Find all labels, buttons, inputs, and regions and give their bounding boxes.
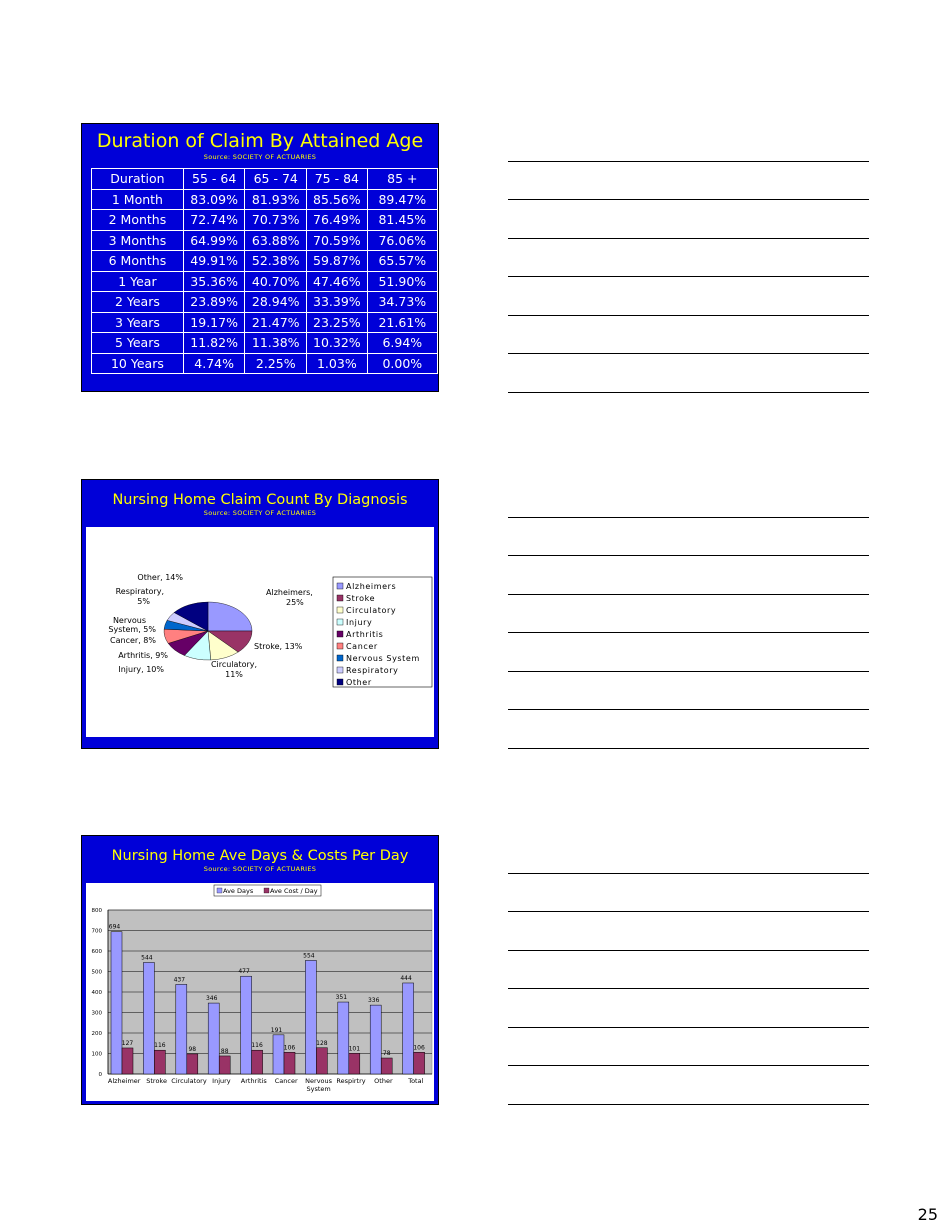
note-line [508, 709, 869, 710]
table-cell: 11.82% [183, 333, 245, 354]
y-tick-label: 100 [91, 1051, 102, 1058]
x-tick-label: Respirtry [336, 1077, 366, 1085]
y-tick-label: 200 [91, 1031, 102, 1037]
bar-legend [214, 885, 321, 896]
bar-data-label: 346 [205, 995, 218, 1003]
legend-entry: Circulatory [346, 606, 397, 615]
legend-entry: Nervous System [346, 654, 420, 663]
bar-chart [86, 883, 436, 1103]
table-cell: 49.91% [183, 251, 245, 272]
table-cell: 3 Months [92, 230, 184, 251]
note-line [508, 1027, 869, 1028]
y-tick-label: 300 [91, 1010, 102, 1017]
pie-legend [333, 577, 432, 687]
bar-ave-days [273, 1035, 284, 1074]
note-line [508, 276, 869, 277]
table-cell: 6.94% [367, 333, 437, 354]
legend-swatch [337, 643, 343, 649]
bar-data-label: 128 [316, 1039, 328, 1047]
table-cell: 89.47% [367, 189, 437, 210]
table-cell: 51.90% [367, 271, 437, 292]
pie-slice-label: Stroke, 13% [254, 642, 303, 651]
slide-source: Source: SOCIETY OF ACTUARIES [203, 153, 317, 161]
legend-swatch [337, 631, 343, 637]
legend-swatch [337, 619, 343, 625]
table-cell: 81.93% [245, 189, 307, 210]
legend-entry: Stroke [346, 594, 376, 603]
table-cell: 2.25% [245, 353, 307, 374]
x-tick-label: Stroke [146, 1077, 167, 1085]
note-line [508, 315, 869, 316]
note-line [508, 238, 869, 239]
x-tick-label: Injury [212, 1077, 231, 1085]
bar-ave-cost [284, 1052, 295, 1074]
slide-source: Source: SOCIETY OF ACTUARIES [203, 509, 317, 517]
y-tick-label: 500 [91, 969, 102, 976]
table-cell: 70.59% [307, 230, 368, 251]
duration-table [91, 168, 438, 374]
slide-claim-count-by-diagnosis [81, 479, 439, 749]
x-tick-label: Alzheimer [107, 1077, 141, 1085]
bar-data-label: 477 [238, 968, 250, 976]
bar-data-label: 116 [251, 1042, 263, 1050]
table-cell: 81.45% [367, 210, 437, 231]
legend-swatch [337, 607, 343, 613]
bar-data-label: 444 [400, 974, 412, 982]
legend-swatch [337, 667, 343, 673]
pie-slice-label: Injury, 10% [118, 665, 164, 674]
page-number: 25 [917, 1205, 938, 1224]
legend-entry: Ave Cost / Day [270, 887, 318, 895]
slide-duration-of-claim [81, 123, 439, 392]
legend-entry: Injury [346, 618, 373, 627]
table-cell: 70.73% [245, 210, 307, 231]
table-cell: 59.87% [307, 251, 368, 272]
x-tick-label: Circulatory [171, 1077, 207, 1085]
table-cell: 10 Years [92, 353, 184, 374]
legend-entry: Respiratory [346, 666, 399, 675]
table-row [92, 210, 438, 231]
legend-entry: Alzheimers [346, 582, 397, 591]
legend-entry: Other [346, 678, 372, 687]
y-tick-label: 600 [91, 949, 102, 955]
table-cell: 35.36% [183, 271, 245, 292]
slide-title: Duration of Claim By Attained Age [96, 130, 424, 152]
note-line [508, 1104, 869, 1105]
bar-data-label: 98 [188, 1045, 197, 1053]
note-line [508, 161, 869, 162]
table-cell: 28.94% [245, 292, 307, 313]
bar-ave-cost [187, 1054, 198, 1074]
y-tick-label: 700 [91, 928, 102, 935]
table-header-cell: 75 - 84 [307, 169, 368, 190]
bar-data-label: 106 [413, 1044, 425, 1052]
table-row [92, 271, 438, 292]
slide-title: Nursing Home Ave Days & Costs Per Day [111, 848, 409, 864]
pie-slice-label: Cancer, 8% [110, 636, 156, 645]
bar-ave-days [370, 1005, 381, 1074]
table-cell: 47.46% [307, 271, 368, 292]
legend-swatch [337, 655, 343, 661]
pie-chart [86, 527, 436, 737]
bar-data-label: 127 [121, 1039, 134, 1047]
table-cell: 6 Months [92, 251, 184, 272]
x-tick-label: Total [408, 1077, 424, 1085]
table-cell: 76.06% [367, 230, 437, 251]
bar-ave-cost [414, 1052, 425, 1074]
table-row [92, 333, 438, 354]
note-line [508, 632, 869, 633]
pie-slice-label: Alzheimers, 25% [266, 588, 313, 607]
slide-ave-days-costs [81, 835, 439, 1105]
legend-swatch [337, 595, 343, 601]
table-cell: 2 Months [92, 210, 184, 231]
table-cell: 34.73% [367, 292, 437, 313]
y-tick-label: 0 [98, 1072, 102, 1078]
legend-swatch [337, 583, 343, 589]
table-cell: 23.25% [307, 312, 368, 333]
slide-source: Source: SOCIETY OF ACTUARIES [203, 865, 317, 873]
pie-slice-label: Arthritis, 9% [118, 651, 168, 660]
bar-ave-cost [219, 1056, 230, 1074]
bar-ave-days [403, 983, 414, 1074]
table-cell: 2 Years [92, 292, 184, 313]
table-cell: 19.17% [183, 312, 245, 333]
pie-slice-label: Circulatory, 11% [210, 660, 258, 679]
table-row [92, 230, 438, 251]
bar-data-label: 554 [303, 952, 315, 960]
bar-data-label: 78 [382, 1050, 391, 1058]
table-cell: 40.70% [245, 271, 307, 292]
table-header-cell: 85 + [367, 169, 437, 190]
note-line [508, 517, 869, 518]
table-cell: 10.32% [307, 333, 368, 354]
bar-ave-days [143, 962, 154, 1074]
y-tick-label: 800 [91, 908, 102, 914]
bar-ave-days [208, 1003, 219, 1074]
note-line [508, 353, 869, 354]
legend-swatch [264, 888, 269, 893]
bar-data-label: 351 [335, 994, 348, 1002]
bar-ave-cost [154, 1050, 165, 1074]
table-cell: 1.03% [307, 353, 368, 374]
table-cell: 1 Month [92, 189, 184, 210]
x-tick-label: Nervous System [305, 1077, 333, 1093]
note-line [508, 594, 869, 595]
x-tick-label: Arthritis [240, 1077, 267, 1085]
bar-ave-days [305, 960, 316, 1074]
slide-title: Nursing Home Claim Count By Diagnosis [112, 492, 408, 508]
table-cell: 76.49% [307, 210, 368, 231]
legend-entry: Arthritis [346, 630, 384, 639]
note-line [508, 748, 869, 749]
note-line [508, 988, 869, 989]
legend-swatch [217, 888, 222, 893]
table-cell: 1 Year [92, 271, 184, 292]
legend-entry: Cancer [346, 642, 378, 651]
bar-data-label: 544 [141, 954, 153, 962]
table-cell: 83.09% [183, 189, 245, 210]
note-line [508, 555, 869, 556]
table-cell: 5 Years [92, 333, 184, 354]
pie-slice-label: Respiratory, 5% [115, 587, 164, 606]
table-header-cell: Duration [92, 169, 184, 190]
y-tick-label: 400 [91, 990, 102, 996]
bar-data-label: 191 [270, 1026, 283, 1034]
bar-data-label: 437 [173, 976, 186, 984]
x-tick-label: Cancer [274, 1077, 298, 1085]
bar-ave-days [241, 976, 252, 1074]
table-cell: 21.61% [367, 312, 437, 333]
bar-data-label: 694 [108, 923, 121, 931]
table-cell: 65.57% [367, 251, 437, 272]
table-cell: 11.38% [245, 333, 307, 354]
pie-slices [164, 602, 252, 660]
legend-entry: Ave Days [223, 887, 254, 895]
table-cell: 85.56% [307, 189, 368, 210]
note-line [508, 950, 869, 951]
table-header-cell: 65 - 74 [245, 169, 307, 190]
note-line [508, 671, 869, 672]
table-cell: 3 Years [92, 312, 184, 333]
pie-slice-label: Other, 14% [137, 573, 183, 582]
bar-ave-cost [122, 1048, 133, 1074]
chart-panel [86, 527, 434, 737]
table-row [92, 312, 438, 333]
bar-ave-days [176, 984, 187, 1074]
table-row [92, 189, 438, 210]
chart-panel [86, 883, 434, 1101]
bar-data-label: 101 [348, 1045, 361, 1053]
table-header-row [92, 169, 438, 190]
pie-slice-alzheimers [208, 602, 252, 631]
table-cell: 63.88% [245, 230, 307, 251]
table-cell: 72.74% [183, 210, 245, 231]
table-cell: 21.47% [245, 312, 307, 333]
bar-ave-cost [381, 1058, 392, 1074]
pie-slice-label: Nervous System, 5% [108, 616, 156, 634]
note-line [508, 873, 869, 874]
bar-ave-days [111, 932, 122, 1074]
table-cell: 64.99% [183, 230, 245, 251]
bar-ave-cost [252, 1050, 263, 1074]
note-line [508, 392, 869, 393]
bar-ave-cost [316, 1048, 327, 1074]
table-row [92, 292, 438, 313]
table-header-cell: 55 - 64 [183, 169, 245, 190]
table-cell: 52.38% [245, 251, 307, 272]
table-cell: 4.74% [183, 353, 245, 374]
bar-data-label: 88 [220, 1047, 229, 1055]
x-tick-label: Other [374, 1077, 393, 1085]
table-row [92, 251, 438, 272]
note-line [508, 911, 869, 912]
bar-data-label: 336 [367, 997, 380, 1005]
table-cell: 0.00% [367, 353, 437, 374]
bar-ave-days [338, 1002, 349, 1074]
bar-data-label: 116 [154, 1042, 166, 1050]
table-cell: 33.39% [307, 292, 368, 313]
legend-swatch [337, 679, 343, 685]
table-row [92, 353, 438, 374]
note-line [508, 1065, 869, 1066]
note-line [508, 199, 869, 200]
table-cell: 23.89% [183, 292, 245, 313]
bar-ave-cost [349, 1053, 360, 1074]
bar-data-label: 106 [283, 1044, 296, 1052]
